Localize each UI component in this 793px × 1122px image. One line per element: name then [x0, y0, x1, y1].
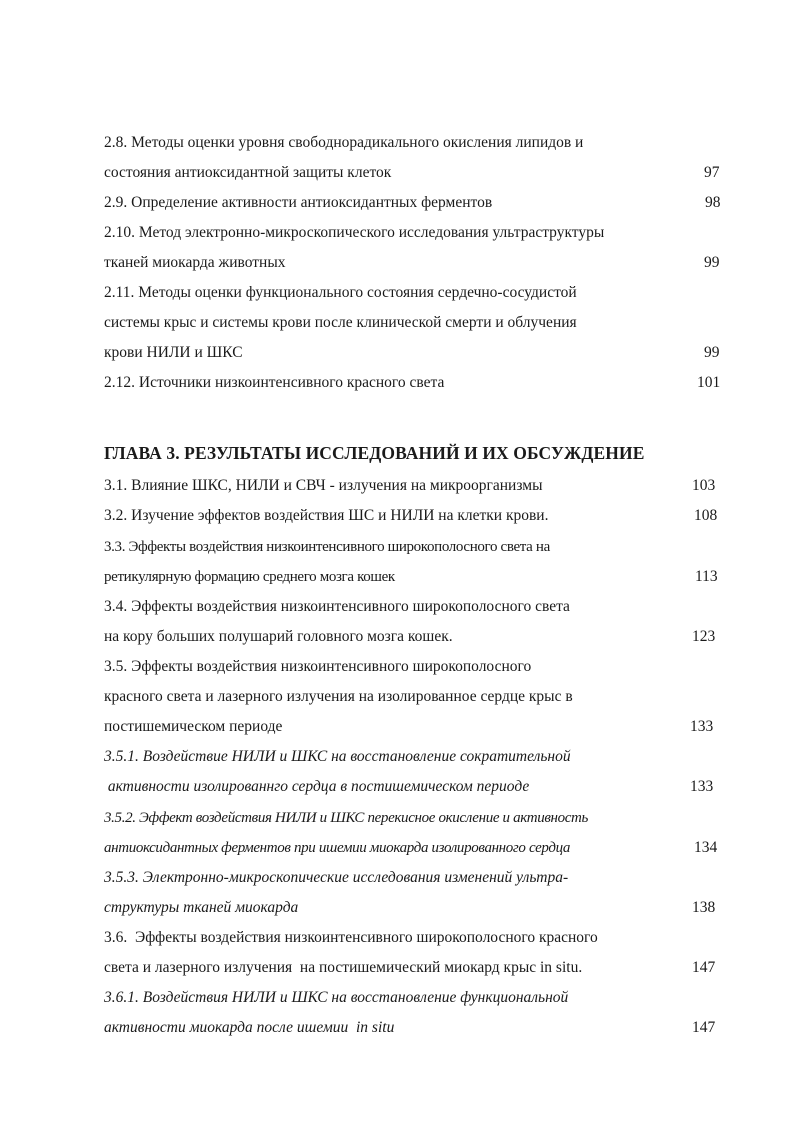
toc-entry-line: активности миокарда после ишемии in situ	[104, 1019, 395, 1036]
toc-entry-line: 3.5.2. Эффект воздействия НИЛИ и ШКС перекисное окисление и активность	[104, 810, 589, 826]
toc-entry-line: 3.6.1. Воздействия НИЛИ и ШКС на восстановление функциональной	[104, 989, 569, 1006]
toc-entry-line: 2.9. Определение активности антиоксидантных ферментов	[104, 194, 493, 211]
toc-entry-line: 2.10. Метод электронно-микроскопического исследования ультраструктуры	[104, 224, 605, 241]
toc-page-number: 138	[692, 899, 716, 916]
toc-entry-line: активности изолированнго сердца в постишемическом периоде	[104, 778, 530, 795]
toc-entry-line: антиоксидантных ферментов при ишемии миокарда изолированного сердца	[104, 840, 571, 856]
toc-entry-line: 3.5.1. Воздействие НИЛИ и ШКС на восстановление сократительной	[104, 748, 571, 765]
toc-entry-line: 3.6. Эффекты воздействия низкоинтенсивного широкополосного красного	[104, 929, 598, 946]
toc-entry-line: тканей миокарда животных	[104, 254, 286, 271]
toc-entry-line: на кору больших полушарий головного мозга кошек.	[104, 628, 453, 645]
toc-page-number: 98	[705, 194, 721, 211]
toc-page-number: 147	[692, 959, 716, 976]
toc-entry-line: красного света и лазерного излучения на изолированное сердце крыс в	[104, 688, 573, 705]
toc-page-number: 101	[697, 374, 721, 391]
toc-entry-line: 3.4. Эффекты воздействия низкоинтенсивного широкополосного света	[104, 598, 570, 615]
toc-entry-line: постишемическом периоде	[104, 718, 283, 735]
toc-entry-line: 2.8. Методы оценки уровня свободнорадикального окисления липидов и	[104, 134, 584, 151]
toc-entry-line: 2.12. Источники низкоинтенсивного красного света	[104, 374, 445, 391]
toc-entry-line: крови НИЛИ и ШКС	[104, 344, 243, 361]
toc-entry-line: системы крыс и системы крови после клинической смерти и облучения	[104, 314, 577, 331]
toc-entry-line: 3.5.3. Электронно-микроскопические исследования изменений ультра-	[104, 869, 569, 886]
toc-page-number: 123	[692, 628, 716, 645]
toc-page-number: 134	[694, 839, 718, 856]
toc-page-number: 113	[695, 568, 718, 585]
toc-page-number: 97	[704, 164, 720, 181]
toc-page-number: 133	[690, 718, 714, 735]
toc-entry-line: состояния антиоксидантной защиты клеток	[104, 164, 392, 181]
toc-entry-line: света и лазерного излучения на постишемический миокард крыс in situ.	[104, 959, 583, 976]
toc-page-number: 108	[694, 507, 718, 524]
toc-entry-line: 2.11. Методы оценки функционального состояния сердечно-сосудистой	[104, 284, 577, 301]
toc-entry-line: 3.1. Влияние ШКС, НИЛИ и СВЧ - излучения на микроорганизмы	[104, 477, 543, 494]
toc-entry-line: ретикулярную формацию среднего мозга кошек	[104, 569, 395, 585]
toc-page-number: 99	[704, 254, 720, 271]
toc-entry-line: 3.5. Эффекты воздействия низкоинтенсивного широкополосного	[104, 658, 532, 675]
chapter-heading: ГЛАВА 3. РЕЗУЛЬТАТЫ ИССЛЕДОВАНИЙ И ИХ ОБСУЖДЕНИЕ	[104, 443, 645, 463]
toc-entry-line: структуры тканей миокарда	[104, 899, 299, 916]
toc-page-number: 103	[692, 477, 716, 494]
toc-page-number: 147	[692, 1019, 716, 1036]
toc-page-number: 133	[690, 778, 714, 795]
toc-entry-line: 3.2. Изучение эффектов воздействия ШС и НИЛИ на клетки крови.	[104, 507, 549, 524]
toc-entry-line: 3.3. Эффекты воздействия низкоинтенсивного широкополосного света на	[104, 539, 550, 555]
toc-page-number: 99	[704, 344, 720, 361]
